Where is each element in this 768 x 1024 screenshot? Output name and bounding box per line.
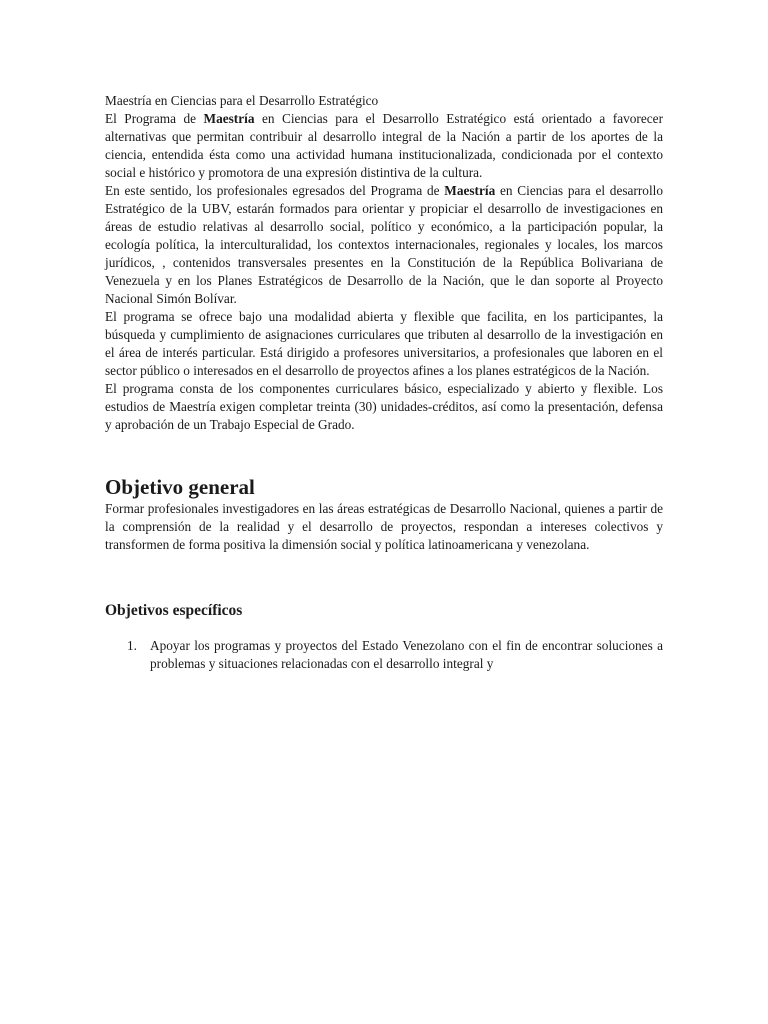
list-item-number: 1.	[127, 638, 137, 653]
intro-paragraph-before: El Programa de	[105, 111, 204, 126]
graduates-paragraph-after: en Ciencias para el desarrollo Estratégico de la UBV, estarán formados para orientar y propiciar el desarrollo de investigaciones en áreas de estudio relativas al desarrollo social, político y económico, a la participación popular, la ecología política, la interculturalidad, los contextos internacionales, regionales y locales, los marcos jurídicos, , contenidos transversales presentes en la Constitución de la República Bolivariana de Venezuela y en los Planes Estratégicos de Desarrollo de la Nación, que le dan soporte al Proyecto Nacional Simón Bolívar.	[105, 183, 663, 306]
intro-paragraph-bold: Maestría	[203, 111, 255, 126]
list-item-text: Apoyar los programas y proyectos del Estado Venezolano con el fin de encontrar soluciones a problemas y situaciones relacionadas con el desarrollo integral y	[150, 638, 663, 671]
components-paragraph: El programa consta de los componentes curriculares básico, especializado y abierto y flexible. Los estudios de Maestría exigen completar treinta (30) unidades-créditos, así como la presentación, defensa y aprobación de un Trabajo Especial de Grado.	[105, 381, 663, 432]
intro-paragraph	[105, 110, 663, 182]
document-page	[105, 92, 663, 673]
graduates-paragraph	[105, 182, 663, 308]
graduates-paragraph-bold: Maestría	[444, 183, 496, 198]
list-item	[105, 637, 663, 673]
specific-objectives-list	[105, 637, 663, 673]
general-objective-heading: Objetivo general	[105, 475, 255, 499]
specific-objectives-heading: Objetivos específicos	[105, 602, 243, 619]
modality-paragraph: El programa se ofrece bajo una modalidad abierta y flexible que facilita, en los participantes, la búsqueda y cumplimiento de asignaciones curriculares que tributen al desarrollo de la investigación en el área de interés particular. Está dirigido a profesores universitarios, a profesionales que laboren en el sector público o interesados en el desarrollo de proyectos afines a los planes estratégicos de la Nación.	[105, 309, 663, 378]
general-objective-text: Formar profesionales investigadores en las áreas estratégicas de Desarrollo Nacional, quienes a partir de la comprensión de la realidad y el desarrollo de proyectos, respondan a intereses colectivos y transformen de forma positiva la dimensión social y política latinoamericana y venezolana.	[105, 501, 663, 552]
graduates-paragraph-before: En este sentido, los profesionales egresados del Programa de	[105, 183, 445, 198]
document-title: Maestría en Ciencias para el Desarrollo Estratégico	[105, 93, 379, 108]
intro-paragraph-after: en Ciencias para el Desarrollo Estratégico está orientado a favorecer alternativas que permitan contribuir al desarrollo integral de la Nación a partir de los aportes de la ciencia, entendida ésta como una actividad humana institucionalizada, condicionada por el contexto social e histórico y promotora de una expresión distintiva de la cultura.	[105, 111, 663, 180]
